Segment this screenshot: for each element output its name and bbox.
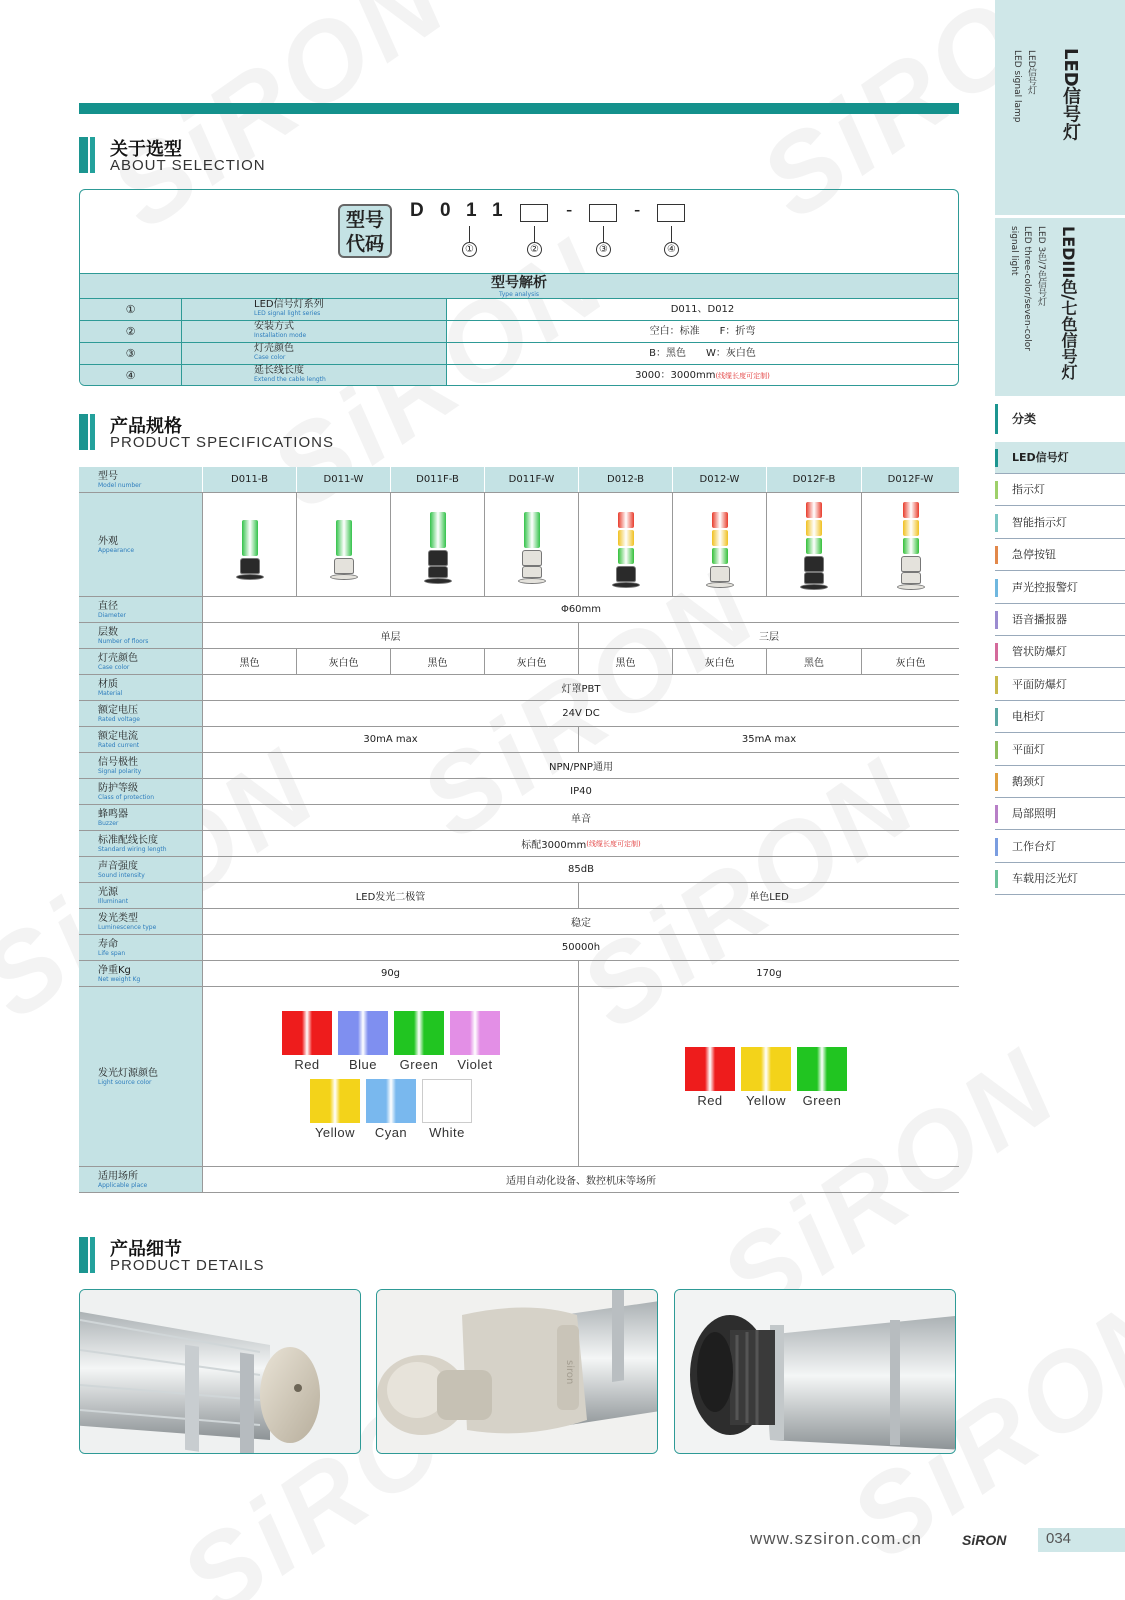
color-swatch-blue xyxy=(338,1011,388,1055)
detail-photo-cap xyxy=(79,1289,361,1454)
top-accent-bar xyxy=(79,103,959,114)
spec-value: 85dB xyxy=(568,864,594,875)
type-analysis-row xyxy=(80,299,958,321)
model-header-cell: D012-W xyxy=(672,467,766,492)
spec-label xyxy=(79,909,202,934)
spec-value: 适用自动化设备、数控机床等场所 xyxy=(506,1176,656,1187)
row-label-en: Installation mode xyxy=(254,332,307,339)
color-swatch-cyan xyxy=(366,1079,416,1123)
product-image-cell xyxy=(672,493,766,596)
spec-label-en: Diameter xyxy=(98,611,127,619)
spec-row xyxy=(79,727,959,753)
model-header-cell: D011F-W xyxy=(484,467,578,492)
model-header-cell: D011-B xyxy=(202,467,296,492)
model-header-cell: D012-B xyxy=(578,467,672,492)
spec-label xyxy=(79,1167,202,1192)
spec-label-en: Standard wiring length xyxy=(98,845,167,853)
category-label: 语音播报器 xyxy=(1012,613,1067,626)
spec-row xyxy=(79,1167,959,1193)
spec-label-zh: 额定电压 xyxy=(98,704,138,716)
spec-value-cell xyxy=(578,727,959,752)
category-marker xyxy=(995,838,998,856)
sidebar-category-item[interactable] xyxy=(995,701,1125,733)
spec-label xyxy=(79,831,202,856)
row-value-text: B：黑色 W：灰白色 xyxy=(649,348,756,359)
category-label: 平面灯 xyxy=(1012,742,1045,756)
spec-value: 标配3000mm xyxy=(521,840,587,851)
page-number: 034 xyxy=(1046,1530,1072,1547)
spec-label-zh: 额定电流 xyxy=(98,730,138,742)
row-number: ④ xyxy=(80,365,182,386)
color-swatch-white xyxy=(422,1079,472,1123)
spec-value-cell xyxy=(202,909,959,934)
spec-value: 30mA max xyxy=(363,734,418,745)
row-label-en: Case color xyxy=(254,354,286,361)
color-swatch-label: Green xyxy=(802,1093,842,1108)
sidebar-category-item[interactable] xyxy=(995,539,1125,571)
spec-row xyxy=(79,623,959,649)
spec-row xyxy=(79,831,959,857)
code-dash: - xyxy=(634,200,641,221)
detail-photo-bracket xyxy=(376,1289,658,1454)
sidebar-category-item[interactable] xyxy=(995,766,1125,798)
color-swatch-label: Blue xyxy=(348,1057,378,1072)
spec-value: 24V DC xyxy=(562,708,600,719)
category-label: 管状防爆灯 xyxy=(1012,645,1067,659)
spec-label-en: Appearance xyxy=(98,546,135,554)
spec-row xyxy=(79,909,959,935)
spec-label-en: Rated current xyxy=(98,741,140,749)
spec-header-row xyxy=(79,467,959,493)
tab2-sub-en2: signal light xyxy=(1009,226,1019,276)
spec-value-cell xyxy=(578,649,672,674)
row-value-note: (线缆长度可定制) xyxy=(715,372,770,380)
category-marker xyxy=(995,741,998,759)
sidebar-category-item[interactable] xyxy=(995,604,1125,636)
sidebar-category-item[interactable] xyxy=(995,442,1125,474)
type-analysis-title: 型号解析 xyxy=(491,275,547,291)
spec-label xyxy=(79,779,202,804)
spec-value: 单音 xyxy=(571,814,591,825)
row-label xyxy=(182,365,447,386)
spec-value-cell xyxy=(202,727,578,752)
model-code-label-line1: 型号 xyxy=(345,209,384,231)
sidebar-tab-led-three-seven-color[interactable] xyxy=(995,218,1125,396)
sidebar-category-item[interactable] xyxy=(995,636,1125,668)
row-value xyxy=(447,321,958,342)
color-swatch-green xyxy=(797,1047,847,1091)
category-marker xyxy=(995,404,998,434)
spec-label xyxy=(79,675,202,700)
row-label xyxy=(182,343,447,364)
spec-label xyxy=(79,727,202,752)
spec-label-zh: 适用场所 xyxy=(98,1170,138,1182)
spec-label-en: Number of floors xyxy=(98,637,149,645)
spec-label xyxy=(79,623,202,648)
code-slot-box xyxy=(657,204,685,222)
spec-label-en: Rated voltage xyxy=(98,715,140,723)
category-marker xyxy=(995,708,998,726)
spec-label-en: Applicable place xyxy=(98,1181,148,1189)
spec-value-cell xyxy=(202,779,959,804)
spec-value: 黑色 xyxy=(427,658,448,669)
code-marker: ③ xyxy=(596,242,611,257)
spec-label-en: Signal polarity xyxy=(98,767,142,775)
detail-photo-base xyxy=(674,1289,956,1454)
sidebar-tab-led-signal-lamp[interactable] xyxy=(995,0,1125,215)
spec-label-zh: 型号 xyxy=(98,470,118,482)
signal-lamp-image xyxy=(330,500,358,590)
spec-value-cell xyxy=(390,649,484,674)
spec-label xyxy=(79,857,202,882)
model-code-label xyxy=(338,204,392,258)
category-label: LED信号灯 xyxy=(1012,451,1069,464)
row-label-zh: 延长线长度 xyxy=(254,365,304,376)
row-label-en: Extend the cable length xyxy=(254,376,326,383)
code-char: D xyxy=(410,200,424,221)
spec-label-zh: 防护等级 xyxy=(98,782,138,794)
row-label xyxy=(182,321,447,342)
spec-value-cell xyxy=(202,1167,959,1192)
sidebar-category-item[interactable] xyxy=(995,831,1125,863)
type-analysis-subtitle: Type analysis xyxy=(499,291,539,298)
spec-label-zh: 声音强度 xyxy=(98,860,138,872)
code-char: 1 xyxy=(466,200,477,221)
spec-label-en: Material xyxy=(98,689,123,697)
spec-label xyxy=(79,987,202,1166)
spec-value-cell xyxy=(578,883,959,908)
spec-value-cell xyxy=(202,623,578,648)
row-value xyxy=(447,299,958,320)
spec-value-cell xyxy=(202,961,578,986)
spec-value-cell xyxy=(202,935,959,960)
category-marker xyxy=(995,611,998,629)
spec-value: IP40 xyxy=(570,786,592,797)
spec-label-en: Case color xyxy=(98,663,130,671)
spec-label xyxy=(79,597,202,622)
footer-logo: SiRON xyxy=(962,1532,1007,1548)
row-label-en: LED signal light series xyxy=(254,310,321,317)
row-value-text: 空白：标准 F：折弯 xyxy=(649,326,756,337)
spec-value-cell xyxy=(578,623,959,648)
color-swatch-label: Cyan xyxy=(374,1125,408,1140)
row-label-zh: LED信号灯系列 xyxy=(254,299,324,310)
spec-value-cell xyxy=(202,805,959,830)
spec-label xyxy=(79,467,202,492)
spec-value-cell xyxy=(484,649,578,674)
spec-value: NPN/PNP通用 xyxy=(549,762,613,773)
category-label: 车载用泛光灯 xyxy=(1012,872,1078,886)
spec-value: 90g xyxy=(380,968,401,979)
spec-label xyxy=(79,961,202,986)
category-marker xyxy=(995,676,998,694)
spec-label-zh: 发光灯源颜色 xyxy=(98,1067,158,1079)
spec-value: 黑色 xyxy=(239,658,260,669)
product-image-cell xyxy=(296,493,390,596)
product-image-cell xyxy=(578,493,672,596)
signal-lamp-image xyxy=(897,500,925,590)
category-marker xyxy=(995,514,998,532)
spec-value: 稳定 xyxy=(571,918,591,929)
category-label: 工作台灯 xyxy=(1012,839,1056,853)
model-header-cell: D011-W xyxy=(296,467,390,492)
spec-row xyxy=(79,883,959,909)
spec-row xyxy=(79,701,959,727)
category-marker xyxy=(995,481,998,499)
spec-label-en: Net weight Kg xyxy=(98,975,141,983)
category-marker xyxy=(995,579,998,597)
code-slot-box xyxy=(589,204,617,222)
product-image-cell xyxy=(390,493,484,596)
category-label: 电柜灯 xyxy=(1012,710,1045,724)
spec-label-en: Model number xyxy=(98,481,142,489)
row-value-text: D011、D012 xyxy=(670,304,735,315)
spec-label xyxy=(79,649,202,674)
spec-label-zh: 寿命 xyxy=(98,938,118,950)
spec-value-cell xyxy=(202,675,959,700)
spec-value-cell xyxy=(766,649,861,674)
spec-value: 黑色 xyxy=(804,658,824,669)
color-swatch-red xyxy=(685,1047,735,1091)
sidebar-category-item[interactable] xyxy=(995,572,1125,604)
type-analysis-header xyxy=(80,273,958,299)
category-label: 智能指示灯 xyxy=(1012,515,1067,529)
signal-lamp-image xyxy=(800,500,828,590)
spec-label-en: Buzzer xyxy=(98,819,119,827)
spec-label-zh: 灯壳颜色 xyxy=(98,652,138,664)
type-analysis-row xyxy=(80,321,958,343)
category-label: 声光控报警灯 xyxy=(1012,580,1078,594)
signal-lamp-image xyxy=(706,500,734,590)
spec-label-zh: 蜂鸣器 xyxy=(98,808,128,820)
spec-label xyxy=(79,935,202,960)
category-marker xyxy=(995,449,998,467)
color-swatch-label: Yellow xyxy=(314,1125,356,1140)
code-char: 0 xyxy=(440,200,451,221)
sidebar-category-item[interactable] xyxy=(995,798,1125,830)
spec-label-en: Luminescence type xyxy=(98,923,157,931)
spec-value: 灰白色 xyxy=(516,658,547,669)
spec-value: 灰白色 xyxy=(704,658,735,669)
model-header-cell: D011F-B xyxy=(390,467,484,492)
spec-value-cell xyxy=(578,961,959,986)
spec-label-zh: 标准配线长度 xyxy=(98,834,158,846)
sidebar-category-item[interactable] xyxy=(995,507,1125,539)
light-colors-single-layer xyxy=(202,987,578,1166)
svg-text:siron: siron xyxy=(564,1360,575,1385)
spec-label-zh: 净重Kg xyxy=(98,964,131,976)
spec-value: 170g xyxy=(756,968,782,979)
color-swatch-yellow xyxy=(741,1047,791,1091)
code-char: 1 xyxy=(492,200,503,221)
signal-lamp-image xyxy=(236,500,264,590)
spec-value: 单层 xyxy=(380,632,401,643)
spec-value-note: (线缆长度可定制) xyxy=(586,839,641,848)
signal-lamp-image xyxy=(612,500,640,590)
tab1-sub-en: LED signal lamp xyxy=(1012,50,1022,123)
category-label: 局部照明 xyxy=(1012,807,1056,821)
footer-url[interactable]: www.szsiron.com.cn xyxy=(750,1529,922,1548)
color-swatch-label: Violet xyxy=(457,1057,493,1072)
spec-label xyxy=(79,753,202,778)
spec-label xyxy=(79,805,202,830)
product-image-cell xyxy=(202,493,296,596)
spec-value: 灰白色 xyxy=(328,658,359,669)
spec-row xyxy=(79,675,959,701)
spec-row xyxy=(79,753,959,779)
color-swatch-label: White xyxy=(429,1125,465,1140)
row-value xyxy=(447,365,958,386)
spec-value: 三层 xyxy=(759,632,779,643)
category-label: 指示灯 xyxy=(1012,483,1045,497)
type-analysis-row xyxy=(80,365,958,386)
tab2-sub-zh: LED 3色/7色信号灯 xyxy=(1036,226,1046,306)
section-title-zh: 产品细节 xyxy=(110,1239,182,1260)
section-title-zh: 产品规格 xyxy=(110,416,182,437)
spec-value-cell xyxy=(296,649,390,674)
code-marker: ① xyxy=(462,242,477,257)
spec-label-zh: 层数 xyxy=(98,626,118,638)
spec-label-en: Sound intensity xyxy=(98,871,145,879)
spec-value: 灰白色 xyxy=(895,658,926,669)
spec-value: 黑色 xyxy=(615,658,636,669)
spec-row xyxy=(79,961,959,987)
spec-label-zh: 材质 xyxy=(98,678,118,690)
tab2-sub-en1: LED three-color/seven-color xyxy=(1022,226,1032,351)
category-marker xyxy=(995,643,998,661)
model-code-label-line2: 代码 xyxy=(345,233,384,255)
spec-row xyxy=(79,649,959,675)
row-label xyxy=(182,299,447,320)
row-value-text: 3000：3000mm xyxy=(635,370,716,381)
spec-value-cell xyxy=(202,753,959,778)
tab2-title: LEDIII色/七色信号灯 xyxy=(1059,226,1078,381)
category-label: 鹅颈灯 xyxy=(1012,775,1045,788)
spec-value-cell xyxy=(672,649,766,674)
spec-label-zh: 光源 xyxy=(98,886,118,898)
color-swatch-label: Yellow xyxy=(745,1093,787,1108)
spec-label-zh: 信号极性 xyxy=(98,756,138,768)
row-number: ② xyxy=(80,321,182,342)
model-header-cell: D012F-B xyxy=(766,467,861,492)
spec-appearance-row xyxy=(79,493,959,597)
spec-label-en: Class of protection xyxy=(98,793,155,801)
spec-value-cell xyxy=(202,857,959,882)
tab1-title: LED信号灯 xyxy=(1060,48,1081,141)
spec-row xyxy=(79,935,959,961)
color-swatch-red xyxy=(282,1011,332,1055)
section-title-en: PRODUCT DETAILS xyxy=(110,1257,265,1274)
spec-value: Φ60mm xyxy=(560,604,602,615)
sidebar-category-item[interactable] xyxy=(995,474,1125,506)
color-swatch-violet xyxy=(450,1011,500,1055)
category-marker xyxy=(995,546,998,564)
color-swatch-label: Red xyxy=(294,1057,320,1072)
spec-label-en: Life span xyxy=(98,949,126,957)
color-swatch-label: Red xyxy=(697,1093,723,1108)
spec-value: 灯罩PBT xyxy=(561,684,601,695)
spec-label-en: Illuminant xyxy=(98,897,129,905)
section-title-en: PRODUCT SPECIFICATIONS xyxy=(110,434,334,451)
product-image-cell xyxy=(484,493,578,596)
type-analysis-row xyxy=(80,343,958,365)
selection-panel xyxy=(79,189,959,386)
spec-row xyxy=(79,857,959,883)
code-dash: - xyxy=(566,200,573,221)
tab1-sub-zh: LED信号灯 xyxy=(1026,50,1036,95)
category-title xyxy=(995,400,1125,438)
row-label-zh: 安装方式 xyxy=(254,321,294,332)
code-marker: ④ xyxy=(664,242,679,257)
spec-label xyxy=(79,701,202,726)
sidebar xyxy=(995,0,1125,1600)
spec-label-zh: 发光类型 xyxy=(98,912,138,924)
spec-value: 50000h xyxy=(561,942,601,953)
row-number: ① xyxy=(80,299,182,320)
spec-row xyxy=(79,779,959,805)
category-label: 平面防爆灯 xyxy=(1012,677,1067,691)
row-value xyxy=(447,343,958,364)
model-header-cell: D012F-W xyxy=(861,467,959,492)
color-swatch-green xyxy=(394,1011,444,1055)
row-label-zh: 灯壳颜色 xyxy=(254,343,294,354)
sidebar-category-item[interactable] xyxy=(995,863,1125,895)
spec-label-en: Light source color xyxy=(98,1078,152,1086)
spec-row xyxy=(79,597,959,623)
signal-lamp-image xyxy=(518,500,546,590)
category-marker xyxy=(995,805,998,823)
section-title-en: ABOUT SELECTION xyxy=(110,157,266,174)
color-swatch-label: Green xyxy=(399,1057,439,1072)
spec-row xyxy=(79,805,959,831)
category-label: 急停按钮 xyxy=(1012,548,1056,562)
spec-label xyxy=(79,493,202,596)
section-title-zh: 关于选型 xyxy=(110,139,182,160)
spec-label xyxy=(79,883,202,908)
product-image-cell xyxy=(861,493,959,596)
spec-value-cell xyxy=(202,831,959,856)
code-marker: ② xyxy=(527,242,542,257)
row-number: ③ xyxy=(80,343,182,364)
spec-value-cell xyxy=(202,701,959,726)
spec-value-cell xyxy=(202,597,959,622)
spec-light-color-row xyxy=(79,987,959,1167)
product-image-cell xyxy=(766,493,861,596)
category-marker xyxy=(995,773,998,791)
spec-value: 单色LED xyxy=(749,892,789,903)
sidebar-category-item[interactable] xyxy=(995,734,1125,766)
light-colors-three-layer xyxy=(578,987,959,1166)
spec-label-zh: 外观 xyxy=(98,535,118,547)
code-slot-box xyxy=(520,204,548,222)
spec-value-cell xyxy=(202,649,296,674)
spec-label-zh: 直径 xyxy=(98,600,118,612)
category-title-text: 分类 xyxy=(1012,412,1037,426)
spec-value: 35mA max xyxy=(741,734,797,745)
spec-value-cell xyxy=(861,649,959,674)
color-swatch-yellow xyxy=(310,1079,360,1123)
spec-value-cell xyxy=(202,883,578,908)
sidebar-category-item[interactable] xyxy=(995,669,1125,701)
category-marker xyxy=(995,870,998,888)
spec-value: LED发光二极管 xyxy=(355,892,426,903)
signal-lamp-image xyxy=(424,500,452,590)
